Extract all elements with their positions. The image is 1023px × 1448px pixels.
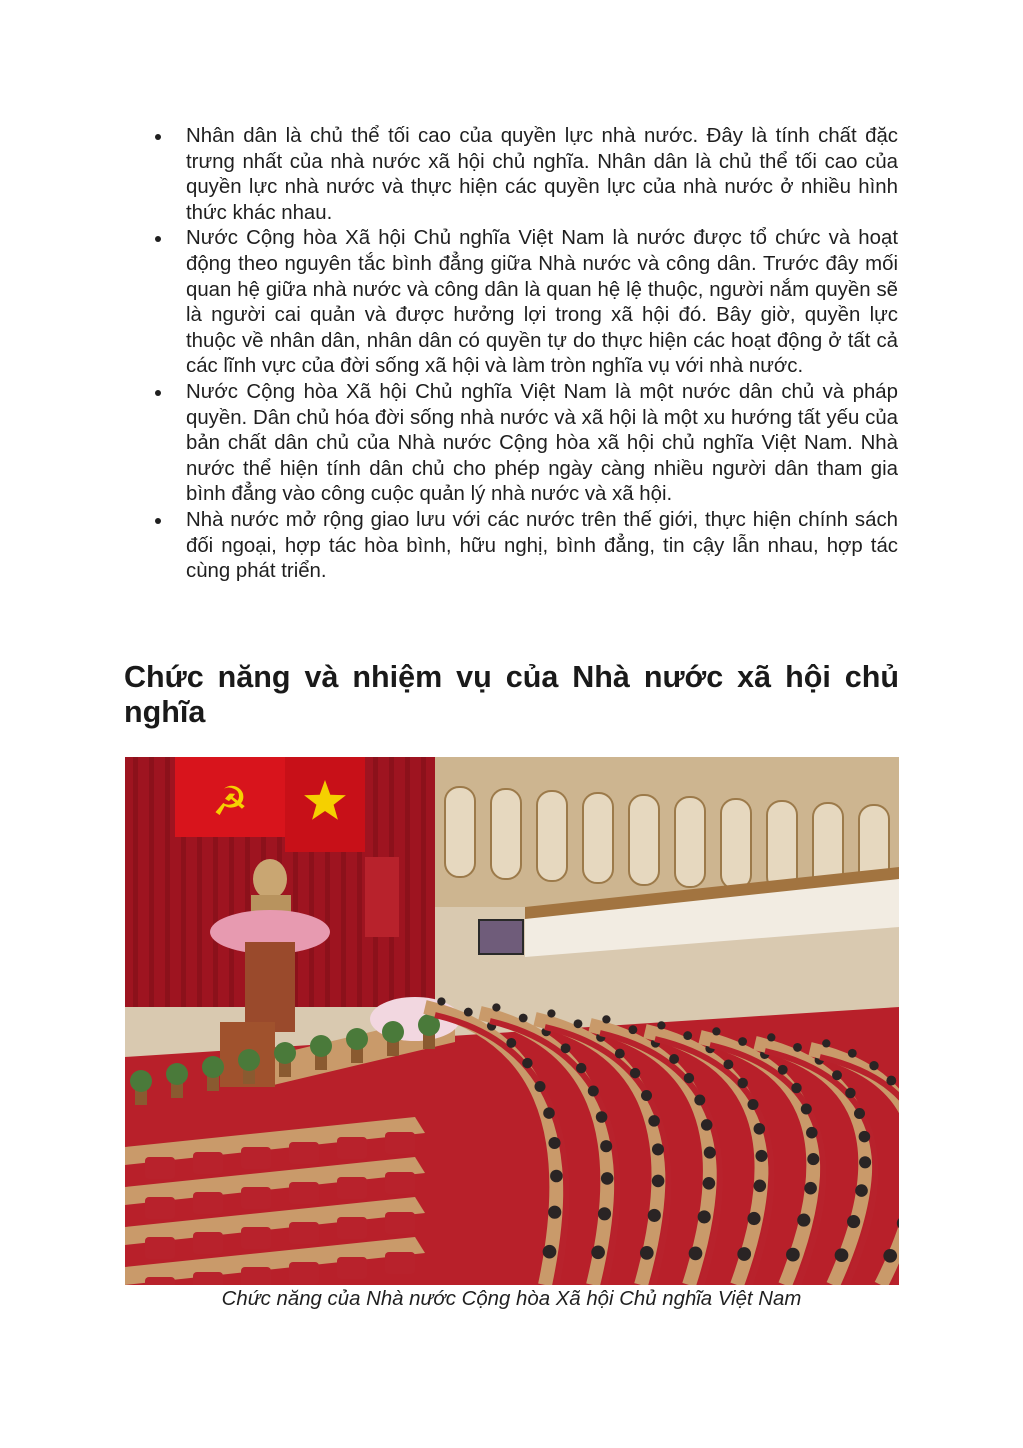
delegate (754, 1123, 766, 1135)
front-chair (193, 1152, 223, 1174)
delegate (848, 1049, 857, 1058)
plant-leaves (382, 1021, 404, 1043)
list-item (124, 380, 898, 508)
front-chair (289, 1262, 319, 1284)
delegate (630, 1068, 640, 1078)
delegate (694, 1095, 705, 1106)
delegate (598, 1207, 611, 1220)
delegate (550, 1170, 563, 1183)
front-chair (145, 1237, 175, 1259)
delegate (543, 1107, 555, 1119)
assembly-hall-photo (125, 757, 899, 1285)
bullet-icon (155, 134, 161, 140)
delegate (737, 1078, 747, 1088)
plant-leaves (130, 1070, 152, 1092)
delegate (684, 1073, 694, 1083)
delegate (543, 1245, 557, 1259)
delegate (547, 1009, 555, 1017)
delegate (648, 1209, 661, 1222)
front-chair (193, 1192, 223, 1214)
front-chair (193, 1272, 223, 1285)
delegate (698, 1210, 711, 1223)
delegate (588, 1086, 599, 1097)
front-chair (241, 1147, 271, 1169)
wall-arch (537, 791, 567, 881)
front-chair (241, 1187, 271, 1209)
curtain-fold (149, 757, 154, 1007)
front-chair (289, 1182, 319, 1204)
wall-arch (721, 799, 751, 889)
delegate (847, 1215, 860, 1228)
delegate (669, 1054, 679, 1064)
plant-leaves (202, 1056, 224, 1078)
list-item (124, 226, 898, 380)
front-chair (193, 1232, 223, 1254)
front-chair (241, 1267, 271, 1285)
wall-arch (629, 795, 659, 885)
front-chair (385, 1212, 415, 1234)
delegate (437, 997, 445, 1005)
delegate (806, 1127, 818, 1139)
plant-leaves (238, 1049, 260, 1071)
delegate (615, 1049, 625, 1059)
delegate (548, 1137, 560, 1149)
delegate (683, 1031, 692, 1040)
delegate (628, 1025, 637, 1034)
curtain-fold (133, 757, 138, 1007)
front-chair (337, 1177, 367, 1199)
curtain-fold (165, 757, 170, 1007)
delegate (548, 1206, 561, 1219)
front-chair (337, 1257, 367, 1279)
front-chair (385, 1132, 415, 1154)
delegate (703, 1177, 716, 1190)
bust-pedestal (245, 942, 295, 1032)
delegate (701, 1119, 713, 1131)
front-chair (289, 1142, 319, 1164)
delegate (723, 1059, 733, 1069)
plant-leaves (274, 1042, 296, 1064)
delegate (591, 1245, 605, 1259)
bullet-icon (155, 390, 161, 396)
delegate (574, 1019, 583, 1028)
delegate (737, 1247, 751, 1261)
delegate (886, 1076, 896, 1086)
delegate (797, 1214, 810, 1227)
delegate (738, 1037, 747, 1046)
delegate (601, 1172, 614, 1185)
bullet-icon (155, 236, 161, 242)
wall-arch (491, 789, 521, 879)
front-chair (145, 1157, 175, 1179)
delegate (464, 1008, 473, 1017)
curtain-fold (405, 757, 410, 1007)
wall-arch (675, 797, 705, 887)
assembly-hall-illustration (125, 757, 899, 1285)
list-item (124, 124, 898, 226)
delegate (791, 1083, 801, 1093)
bust (253, 859, 287, 899)
delegate (506, 1038, 516, 1048)
delegate (602, 1015, 610, 1023)
delegate (822, 1039, 830, 1047)
list-item-text: Nước Cộng hòa Xã hội Chủ nghĩa Việt Nam là một nước dân chủ và pháp quyền. Dân chủ hóa đời sống nhà nước và xã hội là một xu hướng tất yếu của bản chất dân chủ của Nhà nước Cộng hòa xã hội chủ nghĩa Việt Nam. Nhà nước thể hiện tính dân chủ cho phép ngày càng nhiều người dân tham gia bình đẳng vào công cuộc quản lý nhà nước và xã hội. (186, 380, 898, 506)
delegate (804, 1182, 817, 1195)
delegate (596, 1111, 608, 1123)
delegate (845, 1088, 855, 1098)
delegate (648, 1115, 660, 1127)
delegate (807, 1153, 819, 1165)
delegate (492, 1003, 500, 1011)
wall-arch (767, 801, 797, 891)
delegate (576, 1063, 586, 1073)
delegate (600, 1140, 612, 1152)
delegate (748, 1099, 759, 1110)
conference-banner (365, 857, 399, 937)
plant-leaves (310, 1035, 332, 1057)
delegate (793, 1043, 802, 1052)
delegate (767, 1033, 775, 1041)
delegate (801, 1104, 812, 1115)
delegate (747, 1212, 760, 1225)
delegate (855, 1184, 868, 1197)
delegate (786, 1248, 800, 1262)
bullet-list (124, 124, 898, 585)
list-item-text: Nước Cộng hòa Xã hội Chủ nghĩa Việt Nam là nước được tổ chức và hoạt động theo nguyên tắc bình đẳng giữa Nhà nước và công dân. Trước đây mối quan hệ giữa nhà nước và công dân là quan hệ lệ thuộc, người nắm quyền sẽ là người cai quản và được hưởng lợi trong xã hội đó. Bây giờ, quyền lực thuộc về nhân dân, nhân dân có quyền tự do thực hiện các hoạt động ở tất cả các lĩnh vực của đời sống xã hội và làm tròn nghĩa vụ với nhà nước. (186, 227, 898, 378)
delegate (689, 1247, 703, 1261)
delegate (859, 1131, 871, 1143)
list-item-text: Nhân dân là chủ thể tối cao của quyền lực nhà nước. Đây là tính chất đặc trưng nhất của nhà nước xã hội chủ nghĩa. Nhân dân là chủ thể tối cao của quyền lực nhà nước và thực hiện các quyền lực của nhà nước ở nhiều hình thức khác nhau. (186, 125, 898, 224)
figure-caption: Chức năng của Nhà nước Cộng hòa Xã hội Chủ nghĩa Việt Nam (221, 1288, 802, 1310)
delegate (704, 1147, 716, 1159)
front-chair (241, 1227, 271, 1249)
plant-leaves (166, 1063, 188, 1085)
delegate (712, 1027, 720, 1035)
front-chair (289, 1222, 319, 1244)
delegate (657, 1021, 665, 1029)
delegate (755, 1150, 767, 1162)
wall-arch (445, 787, 475, 877)
delegate (641, 1090, 652, 1101)
front-chair (337, 1137, 367, 1159)
front-chair (337, 1217, 367, 1239)
wall-arch (583, 793, 613, 883)
delegate (652, 1143, 664, 1155)
delegate (561, 1043, 571, 1053)
hammer-sickle-icon: ☭ (212, 779, 248, 825)
delegate (535, 1081, 546, 1092)
delegate (640, 1246, 654, 1260)
delegate (832, 1070, 842, 1080)
delegate (859, 1156, 871, 1168)
delegate (883, 1249, 897, 1263)
list-item (124, 508, 898, 585)
front-chair (385, 1252, 415, 1274)
delegate (778, 1065, 788, 1075)
video-screen (479, 920, 523, 954)
delegate (869, 1061, 878, 1070)
plant-leaves (346, 1028, 368, 1050)
section-heading: Chức năng và nhiệm vụ của Nhà nước xã hội chủ nghĩa (124, 660, 899, 729)
delegate (522, 1058, 532, 1068)
delegate (854, 1108, 865, 1119)
front-chair (385, 1172, 415, 1194)
front-chair (145, 1277, 175, 1285)
delegate (652, 1175, 665, 1188)
front-chair (145, 1197, 175, 1219)
bullet-icon (155, 518, 161, 524)
curtain-fold (421, 757, 426, 1007)
delegate (835, 1248, 849, 1262)
list-item-text: Nhà nước mở rộng giao lưu với các nước trên thế giới, thực hiện chính sách đối ngoại, hợp tác hòa bình, hữu nghị, bình đẳng, tin cậy lẫn nhau, hợp tác cùng phát triển. (186, 508, 898, 583)
delegate (519, 1014, 528, 1023)
delegate (753, 1179, 766, 1192)
